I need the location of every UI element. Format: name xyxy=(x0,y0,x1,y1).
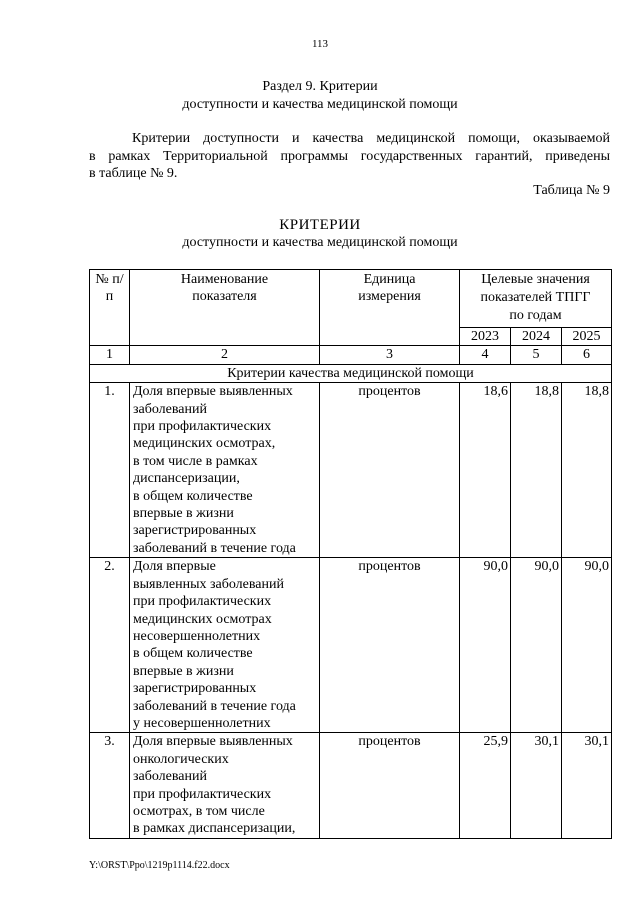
header-name: Наименование показателя xyxy=(130,270,320,346)
row-unit: процентов xyxy=(320,558,460,733)
section-heading xyxy=(0,78,640,114)
row-name-line: заболеваний xyxy=(133,769,207,785)
table-header-row xyxy=(90,270,612,328)
header-target: Целевые значения показателей ТПГГ по годам xyxy=(460,270,612,328)
row-name-line: заболеваний xyxy=(133,401,207,417)
row-name-line: в рамках диспансеризации, xyxy=(133,821,296,837)
criteria-heading-line2: доступности и качества медицинской помощи xyxy=(182,235,458,250)
row-name-line: в общем количестве xyxy=(133,646,253,662)
row-name-line: медицинских осмотрах, xyxy=(133,436,276,452)
row-num: 2. xyxy=(90,558,130,733)
row-name-line: в общем количестве xyxy=(133,488,253,504)
row-name-line: выявленных заболеваний xyxy=(133,576,284,592)
header-year-2025: 2025 xyxy=(562,328,612,346)
row-name-line: диспансеризации, xyxy=(133,471,240,487)
row-value-2025: 90,0 xyxy=(562,558,612,733)
criteria-table xyxy=(89,269,612,839)
col-number-5: 5 xyxy=(511,346,562,364)
row-num: 3. xyxy=(90,733,130,838)
row-name-line: зарегистрированных xyxy=(133,681,257,697)
table-row xyxy=(90,383,612,558)
row-name xyxy=(130,383,320,558)
row-name-line: впервые в жизни xyxy=(133,663,234,679)
intro-line2: в рамках Территориальной программы государственных гарантий, приведены xyxy=(89,148,610,164)
table-section-title: Критерии качества медицинской помощи xyxy=(90,364,612,382)
row-name-line: при профилактических xyxy=(133,786,272,802)
col-number-2: 2 xyxy=(130,346,320,364)
row-name-line: осмотрах, в том числе xyxy=(133,803,265,819)
page-number: 113 xyxy=(311,38,329,50)
row-unit: процентов xyxy=(320,383,460,558)
section-title-line1: Раздел 9. Критерии xyxy=(262,79,378,94)
row-value-2024: 18,8 xyxy=(511,383,562,558)
header-year-2024: 2024 xyxy=(511,328,562,346)
row-name-line: заболеваний в течение года xyxy=(133,540,296,556)
row-name xyxy=(130,733,320,838)
row-num: 1. xyxy=(90,383,130,558)
col-number-6: 6 xyxy=(562,346,612,364)
intro-line1: Критерии доступности и качества медицинской помощи, оказываемой xyxy=(132,131,610,146)
row-name-line: зарегистрированных xyxy=(133,523,257,539)
section-title-line2: доступности и качества медицинской помощи xyxy=(182,97,458,112)
row-unit: процентов xyxy=(320,733,460,838)
row-name-line: в том числе в рамках xyxy=(133,453,258,469)
header-num: № п/п xyxy=(90,270,130,346)
row-value-2025: 18,8 xyxy=(562,383,612,558)
row-name-line: при профилактических xyxy=(133,594,272,610)
row-value-2025: 30,1 xyxy=(562,733,612,838)
criteria-heading-line1: КРИТЕРИИ xyxy=(279,217,361,233)
col-number-3: 3 xyxy=(320,346,460,364)
row-value-2023: 18,6 xyxy=(460,383,511,558)
row-name-line: медицинских осмотрах xyxy=(133,611,272,627)
footer-file-path: Y:\ORST\Ppo\1219p1114.f22.docx xyxy=(89,860,230,871)
column-number-row xyxy=(90,346,612,364)
col-number-1: 1 xyxy=(90,346,130,364)
row-value-2023: 90,0 xyxy=(460,558,511,733)
row-name-line: заболеваний в течение года xyxy=(133,698,296,714)
intro-line3: в таблице № 9. xyxy=(89,166,178,181)
header-unit: Единица измерения xyxy=(320,270,460,346)
row-name-line: при профилактических xyxy=(133,419,272,435)
row-name-line: у несовершеннолетних xyxy=(133,715,271,731)
row-name-line: Доля впервые xyxy=(133,559,216,575)
row-value-2024: 90,0 xyxy=(511,558,562,733)
table-row xyxy=(90,558,612,733)
row-name xyxy=(130,558,320,733)
row-name-line: онкологических xyxy=(133,751,229,767)
col-number-4: 4 xyxy=(460,346,511,364)
row-name-line: Доля впервые выявленных xyxy=(133,384,293,400)
row-name-line: несовершеннолетних xyxy=(133,628,261,644)
row-name-line: Доля впервые выявленных xyxy=(133,734,293,750)
criteria-heading xyxy=(0,216,640,252)
row-value-2023: 25,9 xyxy=(460,733,511,838)
table-row xyxy=(90,733,612,838)
intro-paragraph xyxy=(89,130,610,183)
section-title-row xyxy=(90,364,612,382)
table-label: Таблица № 9 xyxy=(533,183,610,198)
row-name-line: впервые в жизни xyxy=(133,506,234,522)
header-year-2023: 2023 xyxy=(460,328,511,346)
row-value-2024: 30,1 xyxy=(511,733,562,838)
